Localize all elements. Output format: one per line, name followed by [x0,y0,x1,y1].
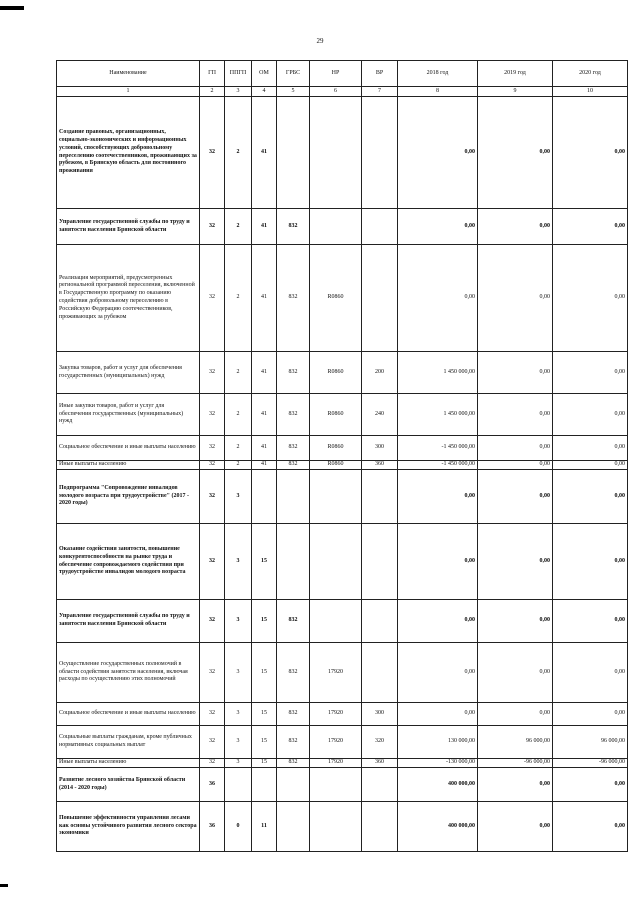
row-2020-cell: 0,00 [553,768,628,802]
budget-table [56,60,628,852]
row-2018-cell: -130 000,00 [398,759,478,768]
row-vr-cell [362,97,398,209]
row-gp-cell: 32 [200,209,225,245]
table-row [57,802,628,852]
row-om-cell [252,470,277,524]
header-gp: ГП [200,61,225,87]
row-name-cell: Осуществление государственных полномочий в области содействия занятости населения, включая расходы по осуществлению этих полномочий [57,643,200,703]
row-2020-cell: 0,00 [553,245,628,352]
row-name-cell: Развитие лесного хозяйства Брянской области (2014 - 2020 годы) [57,768,200,802]
row-vr-cell: 360 [362,759,398,768]
row-gp-cell: 32 [200,524,225,600]
row-om-cell: 41 [252,394,277,436]
row-2019-cell: 0,00 [478,209,553,245]
row-2018-cell: 1 450 000,00 [398,352,478,394]
row-name-cell: Создание правовых, организационных, социально-экономических и информационных условий, способствующих добровольному переселению соотечественников, проживающих за рубежом, в Брянскую область для постоянного проживания [57,97,200,209]
row-grbs-cell: 832 [277,726,310,759]
header-name: Наименование [57,61,200,87]
row-om-cell: 41 [252,352,277,394]
row-2018-cell: -1 450 000,00 [398,461,478,470]
row-nr-cell: R0860 [310,461,362,470]
row-name-cell: Управление государственной службы по труду и занятости населения Брянской области [57,209,200,245]
row-om-cell: 15 [252,643,277,703]
row-om-cell: 15 [252,524,277,600]
table-row [57,470,628,524]
row-ppgp-cell: 2 [225,436,252,461]
column-number-row [57,87,628,97]
row-ppgp-cell: 3 [225,703,252,726]
row-2018-cell: 0,00 [398,643,478,703]
table-row [57,524,628,600]
row-name-cell: Иные закупки товаров, работ и услуг для обеспечения государственных (муниципальных) нужд [57,394,200,436]
row-gp-cell: 32 [200,643,225,703]
row-vr-cell: 240 [362,394,398,436]
header-grbs: ГРБС [277,61,310,87]
row-2019-cell: 0,00 [478,352,553,394]
row-om-cell: 15 [252,759,277,768]
row-2019-cell: -96 000,00 [478,759,553,768]
row-ppgp-cell: 0 [225,802,252,852]
table-row [57,436,628,461]
row-nr-cell [310,802,362,852]
row-2020-cell: 0,00 [553,97,628,209]
row-2018-cell: 0,00 [398,209,478,245]
row-grbs-cell [277,768,310,802]
row-2020-cell: 0,00 [553,436,628,461]
row-vr-cell [362,768,398,802]
row-name-cell: Оказание содействия занятости, повышение конкурентоспособности на рынке труда и обеспечение сопровождаемого содействия при трудоустройстве инвалидов молодого возраста [57,524,200,600]
row-grbs-cell [277,524,310,600]
row-vr-cell: 300 [362,703,398,726]
column-number: 3 [225,87,252,97]
row-ppgp-cell: 3 [225,759,252,768]
row-2019-cell: 0,00 [478,643,553,703]
table-row [57,703,628,726]
table-row [57,461,628,470]
row-grbs-cell: 832 [277,759,310,768]
row-ppgp-cell [225,768,252,802]
row-2018-cell: -1 450 000,00 [398,436,478,461]
row-2019-cell: 96 000,00 [478,726,553,759]
row-name-cell: Реализация мероприятий, предусмотренных региональной программой переселения, включенной в Государственную программу по оказанию содействия добровольному переселению в Российскую Федерацию соотечественников, проживающих за рубежом [57,245,200,352]
row-gp-cell: 32 [200,470,225,524]
row-2020-cell: 0,00 [553,802,628,852]
row-nr-cell [310,524,362,600]
row-vr-cell [362,524,398,600]
row-gp-cell: 32 [200,245,225,352]
row-2018-cell: 400 000,00 [398,768,478,802]
table-row [57,726,628,759]
table-row [57,768,628,802]
row-grbs-cell: 832 [277,461,310,470]
row-gp-cell: 32 [200,600,225,643]
row-2019-cell: 0,00 [478,461,553,470]
header-vr: ВР [362,61,398,87]
row-2020-cell: 0,00 [553,470,628,524]
column-number: 5 [277,87,310,97]
row-ppgp-cell: 3 [225,524,252,600]
row-ppgp-cell: 3 [225,470,252,524]
row-2019-cell: 0,00 [478,600,553,643]
column-number: 9 [478,87,553,97]
row-ppgp-cell: 2 [225,394,252,436]
row-gp-cell: 32 [200,461,225,470]
table-row [57,352,628,394]
row-2019-cell: 0,00 [478,703,553,726]
row-om-cell: 41 [252,436,277,461]
row-nr-cell: 17920 [310,726,362,759]
row-2019-cell: 0,00 [478,436,553,461]
row-2019-cell: 0,00 [478,245,553,352]
row-gp-cell: 36 [200,768,225,802]
row-nr-cell [310,470,362,524]
row-om-cell: 41 [252,209,277,245]
row-vr-cell [362,245,398,352]
header-2019: 2019 год [478,61,553,87]
header-row [57,61,628,87]
row-grbs-cell: 832 [277,245,310,352]
row-2018-cell: 0,00 [398,524,478,600]
row-2019-cell: 0,00 [478,394,553,436]
row-grbs-cell: 832 [277,436,310,461]
row-gp-cell: 32 [200,703,225,726]
column-number: 7 [362,87,398,97]
column-number: 10 [553,87,628,97]
column-number: 2 [200,87,225,97]
row-om-cell: 41 [252,97,277,209]
table-row [57,245,628,352]
row-vr-cell [362,643,398,703]
row-gp-cell: 32 [200,759,225,768]
row-ppgp-cell: 2 [225,209,252,245]
header-ppgp: ППГП [225,61,252,87]
row-ppgp-cell: 2 [225,461,252,470]
row-gp-cell: 36 [200,802,225,852]
row-nr-cell [310,209,362,245]
column-number: 6 [310,87,362,97]
header-nr: НР [310,61,362,87]
row-ppgp-cell: 2 [225,245,252,352]
row-grbs-cell [277,802,310,852]
row-2018-cell: 0,00 [398,703,478,726]
row-vr-cell: 360 [362,461,398,470]
row-2020-cell: 0,00 [553,643,628,703]
row-2019-cell: 0,00 [478,768,553,802]
row-om-cell: 11 [252,802,277,852]
row-2018-cell: 0,00 [398,600,478,643]
header-om: ОМ [252,61,277,87]
row-om-cell: 41 [252,461,277,470]
row-nr-cell [310,97,362,209]
row-name-cell: Иные выплаты населению [57,461,200,470]
row-vr-cell [362,802,398,852]
row-grbs-cell [277,470,310,524]
row-gp-cell: 32 [200,436,225,461]
row-2019-cell: 0,00 [478,802,553,852]
table-row [57,759,628,768]
row-grbs-cell [277,97,310,209]
row-grbs-cell: 832 [277,352,310,394]
row-nr-cell: R0860 [310,352,362,394]
row-2020-cell: -96 000,00 [553,759,628,768]
row-gp-cell: 32 [200,394,225,436]
row-2019-cell: 0,00 [478,97,553,209]
row-ppgp-cell: 3 [225,643,252,703]
scan-corner-mark [0,6,24,10]
row-ppgp-cell: 3 [225,726,252,759]
row-grbs-cell: 832 [277,600,310,643]
row-nr-cell [310,600,362,643]
row-2018-cell: 0,00 [398,97,478,209]
row-vr-cell: 300 [362,436,398,461]
row-2020-cell: 0,00 [553,394,628,436]
row-om-cell: 15 [252,600,277,643]
row-nr-cell: R0860 [310,394,362,436]
scan-edge-mark [0,884,8,887]
column-number: 1 [57,87,200,97]
row-name-cell: Иные выплаты населению [57,759,200,768]
row-2018-cell: 0,00 [398,245,478,352]
row-om-cell: 15 [252,726,277,759]
row-ppgp-cell: 2 [225,97,252,209]
row-grbs-cell: 832 [277,394,310,436]
row-nr-cell: 17920 [310,643,362,703]
row-gp-cell: 32 [200,97,225,209]
row-2020-cell: 0,00 [553,703,628,726]
row-name-cell: Управление государственной службы по труду и занятости населения Брянской области [57,600,200,643]
row-grbs-cell: 832 [277,703,310,726]
row-2019-cell: 0,00 [478,470,553,524]
row-om-cell: 41 [252,245,277,352]
column-number: 8 [398,87,478,97]
row-om-cell: 15 [252,703,277,726]
row-vr-cell [362,470,398,524]
page-number: 29 [316,37,324,45]
row-2020-cell: 0,00 [553,524,628,600]
header-2018: 2018 год [398,61,478,87]
row-2019-cell: 0,00 [478,524,553,600]
row-nr-cell: R0860 [310,245,362,352]
row-ppgp-cell: 2 [225,352,252,394]
row-vr-cell: 200 [362,352,398,394]
table-row [57,209,628,245]
row-2020-cell: 0,00 [553,352,628,394]
table-row [57,394,628,436]
row-nr-cell: 17920 [310,703,362,726]
row-2018-cell: 1 450 000,00 [398,394,478,436]
row-name-cell: Социальное обеспечение и иные выплаты населению [57,436,200,461]
header-2020: 2020 год [553,61,628,87]
row-2020-cell: 0,00 [553,461,628,470]
table-row [57,643,628,703]
table-body [57,97,628,852]
row-name-cell: Социальные выплаты гражданам, кроме публичных нормативных социальных выплат [57,726,200,759]
row-name-cell: Подпрограмма "Сопровождение инвалидов молодого возраста при трудоустройстве" (2017 - 2020 годы) [57,470,200,524]
row-name-cell: Закупка товаров, работ и услуг для обеспечения государственных (муниципальных) нужд [57,352,200,394]
table-row [57,600,628,643]
row-name-cell: Социальное обеспечение и иные выплаты населению [57,703,200,726]
row-nr-cell [310,768,362,802]
row-2020-cell: 96 000,00 [553,726,628,759]
row-2020-cell: 0,00 [553,209,628,245]
row-2020-cell: 0,00 [553,600,628,643]
row-gp-cell: 32 [200,726,225,759]
row-name-cell: Повышение эффективности управления лесами как основы устойчивого развития лесного сектора экономики [57,802,200,852]
row-nr-cell: 17920 [310,759,362,768]
row-grbs-cell: 832 [277,643,310,703]
row-nr-cell: R0860 [310,436,362,461]
row-ppgp-cell: 3 [225,600,252,643]
row-2018-cell: 400 000,00 [398,802,478,852]
row-vr-cell [362,209,398,245]
row-grbs-cell: 832 [277,209,310,245]
row-om-cell [252,768,277,802]
column-number: 4 [252,87,277,97]
row-2018-cell: 0,00 [398,470,478,524]
row-vr-cell: 320 [362,726,398,759]
row-vr-cell [362,600,398,643]
row-gp-cell: 32 [200,352,225,394]
row-2018-cell: 130 000,00 [398,726,478,759]
table-row [57,97,628,209]
